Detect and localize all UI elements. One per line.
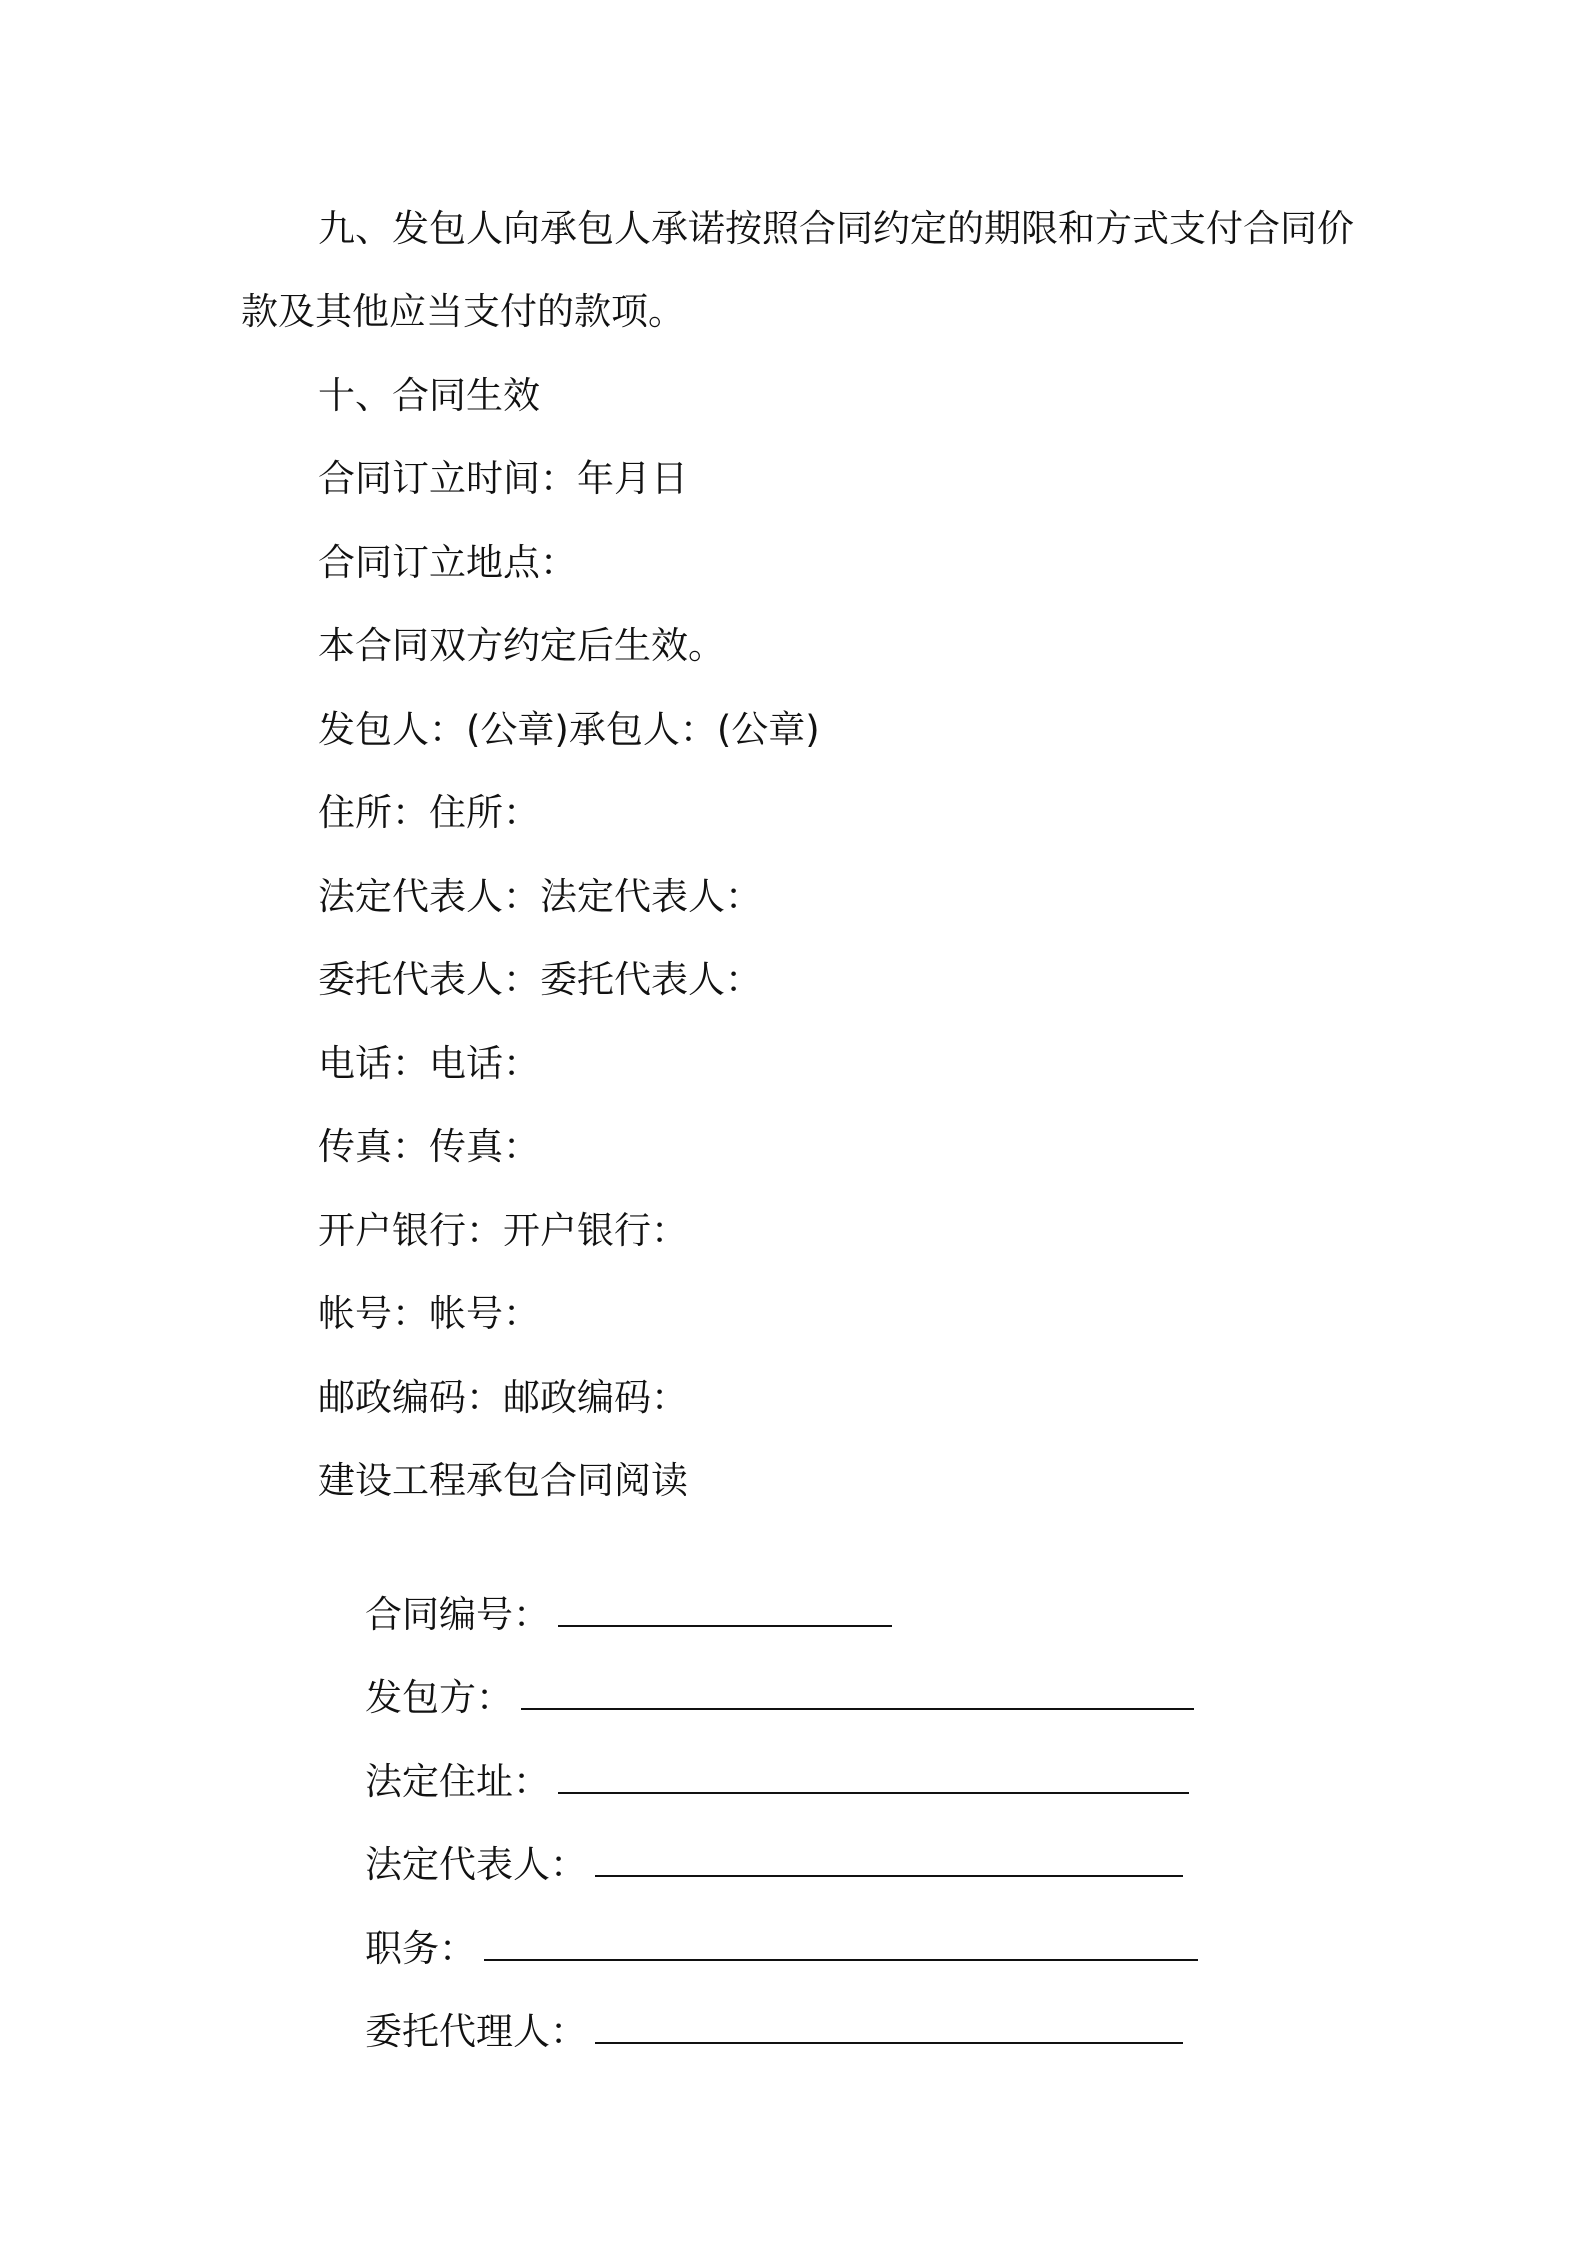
postcode-line: 邮政编码：邮政编码： — [318, 1376, 688, 1419]
field-label: 法定代表人： — [365, 1843, 588, 1886]
field-label: 法定住址： — [365, 1760, 551, 1803]
fax-line: 传真：传真： — [318, 1125, 540, 1168]
paragraph-9-line-2: 款及其他应当支付的款项。 — [241, 290, 685, 333]
bank-line: 开户银行：开户银行： — [318, 1209, 688, 1252]
field-authorized-agent — [318, 1958, 1183, 2104]
field-label: 职务： — [365, 1927, 477, 1970]
contract-title-line: 建设工程承包合同阅读 — [318, 1459, 688, 1502]
signing-date-line: 合同订立时间：年月日 — [318, 457, 688, 500]
phone-line: 电话：电话： — [318, 1042, 540, 1085]
authorized-agent-blank[interactable] — [595, 2006, 1183, 2044]
paragraph-9-line-1: 九、发包人向承包人承诺按照合同约定的期限和方式支付合同价 — [318, 207, 1354, 250]
legal-representative-blank[interactable] — [595, 1839, 1183, 1877]
signing-place-line: 合同订立地点： — [318, 541, 577, 584]
authorized-rep-line: 委托代表人：委托代表人： — [318, 958, 762, 1001]
field-label: 发包方： — [365, 1676, 514, 1719]
legal-rep-line: 法定代表人：法定代表人： — [318, 875, 762, 918]
parties-seal-line: 发包人：(公章)承包人：(公章) — [318, 708, 820, 751]
contract-number-blank[interactable] — [558, 1589, 892, 1627]
position-blank[interactable] — [484, 1923, 1198, 1961]
field-label: 合同编号： — [365, 1593, 551, 1636]
section-heading-10: 十、合同生效 — [318, 374, 540, 417]
effective-clause-line: 本合同双方约定后生效。 — [318, 624, 725, 667]
address-line: 住所：住所： — [318, 791, 540, 834]
account-line: 帐号：帐号： — [318, 1292, 540, 1335]
employer-blank[interactable] — [521, 1672, 1194, 1710]
legal-address-blank[interactable] — [558, 1756, 1189, 1794]
field-label: 委托代理人： — [365, 2010, 588, 2053]
